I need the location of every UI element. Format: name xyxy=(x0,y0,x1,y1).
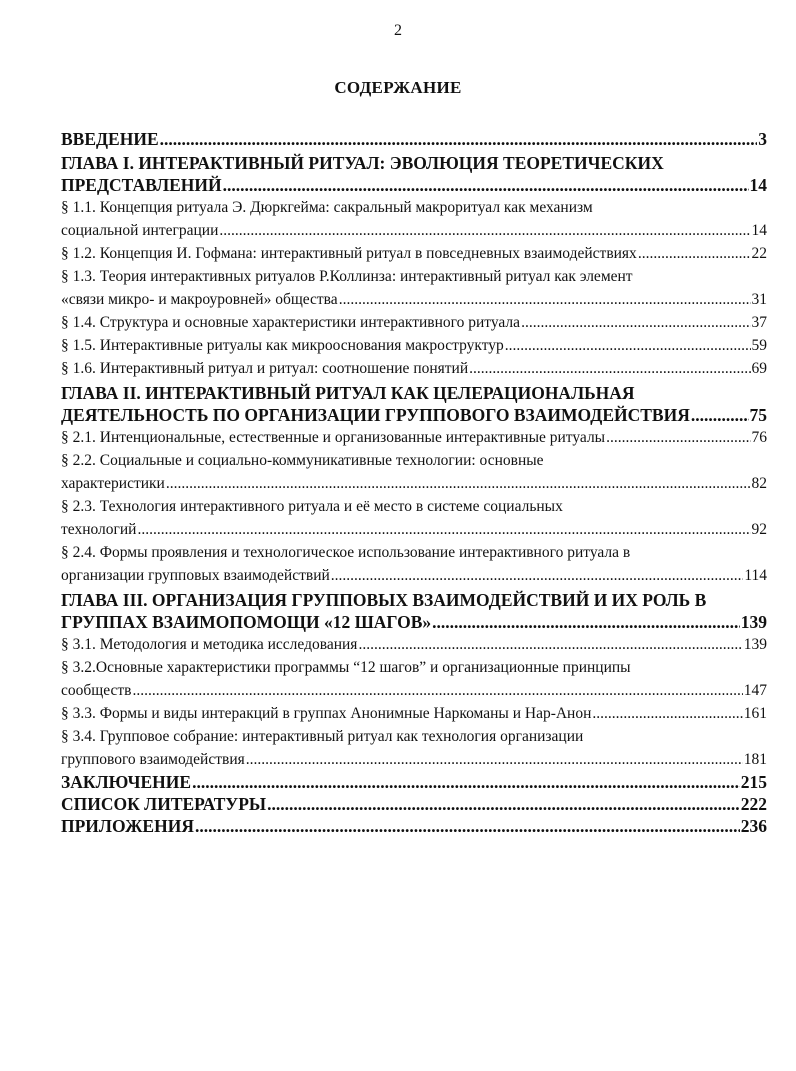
toc-entry-title: социальной интеграции xyxy=(61,222,219,239)
toc-entry-leader-line xyxy=(61,793,767,815)
toc-page-number: 215 xyxy=(740,772,767,792)
toc-entry-title: сообществ xyxy=(61,682,132,699)
dot-leader xyxy=(339,288,751,311)
toc-entry-leader-line xyxy=(61,404,767,426)
toc-title: СОДЕРЖАНИЕ xyxy=(334,78,462,97)
toc-entry-title: § 3.1. Методология и методика исследования xyxy=(61,636,358,653)
toc-page-number: 22 xyxy=(751,245,767,262)
toc-entry-leader-line xyxy=(61,174,767,196)
toc-section-entry[interactable] xyxy=(61,357,767,380)
toc-entry-leader-line xyxy=(61,334,767,357)
toc-entry-title-line: § 2.4. Формы проявления и технологическое использование интерактивного ритуала в xyxy=(61,544,631,561)
toc-entry-leader-line xyxy=(61,611,767,633)
toc-entry-title: § 1.4. Структура и основные характеристики интерактивного ритуала xyxy=(61,314,521,331)
toc-entry-title: группового взаимодействия xyxy=(61,751,245,768)
toc-page-number: 3 xyxy=(758,129,767,149)
dot-leader xyxy=(521,311,750,334)
toc-section-entry[interactable] xyxy=(61,265,767,311)
toc-entry-title-line: ГЛАВА III. ОРГАНИЗАЦИЯ ГРУППОВЫХ ВЗАИМОДЕЙСТВИЙ И ИХ РОЛЬ В xyxy=(61,590,707,610)
toc-entry-leader-line xyxy=(61,771,767,793)
toc-entry-title: § 3.3. Формы и виды интеракций в группах Анонимные Наркоманы и Нар-Анон xyxy=(61,705,592,722)
toc-entry-title: ПРЕДСТАВЛЕНИЙ xyxy=(61,175,222,195)
toc-entry-leader-line xyxy=(61,518,767,541)
toc-entry-title-line: § 3.4. Групповое собрание: интерактивный ритуал как технология организации xyxy=(61,728,584,745)
toc-entry-title-line: § 2.2. Социальные и социально-коммуникативные технологии: основные xyxy=(61,452,544,469)
toc-chapter-entry[interactable] xyxy=(61,589,767,633)
toc-section-entry[interactable] xyxy=(61,541,767,587)
dot-leader xyxy=(469,357,750,380)
toc-chapter-entry[interactable] xyxy=(61,128,767,150)
dot-leader xyxy=(137,518,750,541)
toc-entry-leader-line xyxy=(61,242,767,265)
toc-entry-title: ГРУППАХ ВЗАИМОПОМОЩИ «12 ШАГОВ» xyxy=(61,612,432,632)
toc-entry-leader-line xyxy=(61,426,767,449)
toc-page-number: 181 xyxy=(743,751,767,768)
toc-chapter-entry[interactable] xyxy=(61,152,767,196)
toc-entry-title: характеристики xyxy=(61,475,165,492)
toc-page-number: 76 xyxy=(751,429,767,446)
toc-chapter-entry[interactable] xyxy=(61,382,767,426)
toc-page-number: 75 xyxy=(749,405,767,425)
dot-leader xyxy=(223,174,749,196)
toc-page-number: 14 xyxy=(749,175,767,195)
dot-leader xyxy=(246,748,743,771)
page-number: 2 xyxy=(394,22,402,39)
toc-chapter-entry[interactable] xyxy=(61,771,767,793)
dot-leader xyxy=(132,679,742,702)
toc-entry-title-line: § 3.2.Основные характеристики программы “12 шагов” и организационные принципы xyxy=(61,659,631,676)
dot-leader xyxy=(195,815,740,837)
toc-entry-leader-line xyxy=(61,679,767,702)
toc-chapter-entry[interactable] xyxy=(61,815,767,837)
toc-entry-leader-line xyxy=(61,288,767,311)
toc-page-number: 69 xyxy=(751,360,767,377)
toc-section-entry[interactable] xyxy=(61,334,767,357)
dot-leader xyxy=(192,771,740,793)
toc-entry-title-line: ГЛАВА I. ИНТЕРАКТИВНЫЙ РИТУАЛ: ЭВОЛЮЦИЯ ТЕОРЕТИЧЕСКИХ xyxy=(61,153,664,173)
toc-section-entry[interactable] xyxy=(61,495,767,541)
toc-page-number: 31 xyxy=(751,291,767,308)
dot-leader xyxy=(505,334,751,357)
toc-entry-leader-line xyxy=(61,357,767,380)
toc-entry-title-line: § 2.3. Технология интерактивного ритуала и её место в системе социальных xyxy=(61,498,563,515)
toc-entry-title: «связи микро- и макроуровней» общества xyxy=(61,291,338,308)
toc-section-entry[interactable] xyxy=(61,725,767,771)
toc-entry-title: СПИСОК ЛИТЕРАТУРЫ xyxy=(61,794,267,814)
dot-leader xyxy=(432,611,740,633)
toc-entry-title-line: § 1.1. Концепция ритуала Э. Дюркгейма: сакральный макроритуал как механизм xyxy=(61,199,593,216)
toc-entry-title: ВВЕДЕНИЕ xyxy=(61,129,159,149)
dot-leader xyxy=(267,793,740,815)
toc-entry-title: ПРИЛОЖЕНИЯ xyxy=(61,816,194,836)
toc-chapter-entry[interactable] xyxy=(61,793,767,815)
dot-leader xyxy=(331,564,744,587)
dot-leader xyxy=(358,633,742,656)
toc-entry-leader-line xyxy=(61,472,767,495)
dot-leader xyxy=(638,242,751,265)
toc-page-number: 37 xyxy=(751,314,767,331)
toc-entry-title: § 1.5. Интерактивные ритуалы как микрооснования макроструктур xyxy=(61,337,504,354)
dot-leader xyxy=(592,702,742,725)
toc-section-entry[interactable] xyxy=(61,633,767,656)
toc-entry-title: § 1.6. Интерактивный ритуал и ритуал: соотношение понятий xyxy=(61,360,469,377)
toc-section-entry[interactable] xyxy=(61,426,767,449)
toc-entry-leader-line xyxy=(61,815,767,837)
toc-entry-title: § 2.1. Интенциональные, естественные и организованные интерактивные ритуалы xyxy=(61,429,606,446)
toc-entry-title: ЗАКЛЮЧЕНИЕ xyxy=(61,772,192,792)
toc-page-number: 114 xyxy=(744,567,767,584)
toc-page-number: 59 xyxy=(751,337,767,354)
toc-page-number: 161 xyxy=(743,705,767,722)
toc-entry-title-line: ГЛАВА II. ИНТЕРАКТИВНЫЙ РИТУАЛ КАК ЦЕЛЕРАЦИОНАЛЬНАЯ xyxy=(61,383,635,403)
toc-page-number: 139 xyxy=(743,636,767,653)
toc-entry-leader-line xyxy=(61,633,767,656)
toc-entry-leader-line xyxy=(61,702,767,725)
toc-page-number: 222 xyxy=(740,794,767,814)
toc-entry-leader-line xyxy=(61,219,767,242)
dot-leader xyxy=(166,472,751,495)
toc-entry-title: § 1.2. Концепция И. Гофмана: интерактивный ритуал в повседневных взаимодействиях xyxy=(61,245,637,262)
toc-page-number: 92 xyxy=(751,521,767,538)
table-of-contents xyxy=(61,128,767,837)
dot-leader xyxy=(160,128,758,150)
toc-entry-title: организации групповых взаимодействий xyxy=(61,567,330,584)
toc-section-entry[interactable] xyxy=(61,656,767,702)
toc-entry-title: технологий xyxy=(61,521,137,538)
toc-page-number: 139 xyxy=(740,612,767,632)
toc-page-number: 14 xyxy=(751,222,767,239)
toc-page-number: 147 xyxy=(743,682,767,699)
toc-entry-leader-line xyxy=(61,128,767,150)
toc-page-number: 82 xyxy=(751,475,767,492)
toc-section-entry[interactable] xyxy=(61,702,767,725)
toc-entry-title: ДЕЯТЕЛЬНОСТЬ ПО ОРГАНИЗАЦИИ ГРУППОВОГО ВЗАИМОДЕЙСТВИЯ xyxy=(61,405,690,425)
toc-section-entry[interactable] xyxy=(61,311,767,334)
toc-section-entry[interactable] xyxy=(61,449,767,495)
toc-entry-leader-line xyxy=(61,564,767,587)
toc-entry-leader-line xyxy=(61,311,767,334)
dot-leader xyxy=(606,426,750,449)
dot-leader xyxy=(219,219,750,242)
toc-section-entry[interactable] xyxy=(61,196,767,242)
dot-leader xyxy=(691,404,749,426)
toc-section-entry[interactable] xyxy=(61,242,767,265)
toc-entry-leader-line xyxy=(61,748,767,771)
toc-entry-title-line: § 1.3. Теория интерактивных ритуалов Р.Коллинза: интерактивный ритуал как элемент xyxy=(61,268,633,285)
toc-page-number: 236 xyxy=(740,816,767,836)
